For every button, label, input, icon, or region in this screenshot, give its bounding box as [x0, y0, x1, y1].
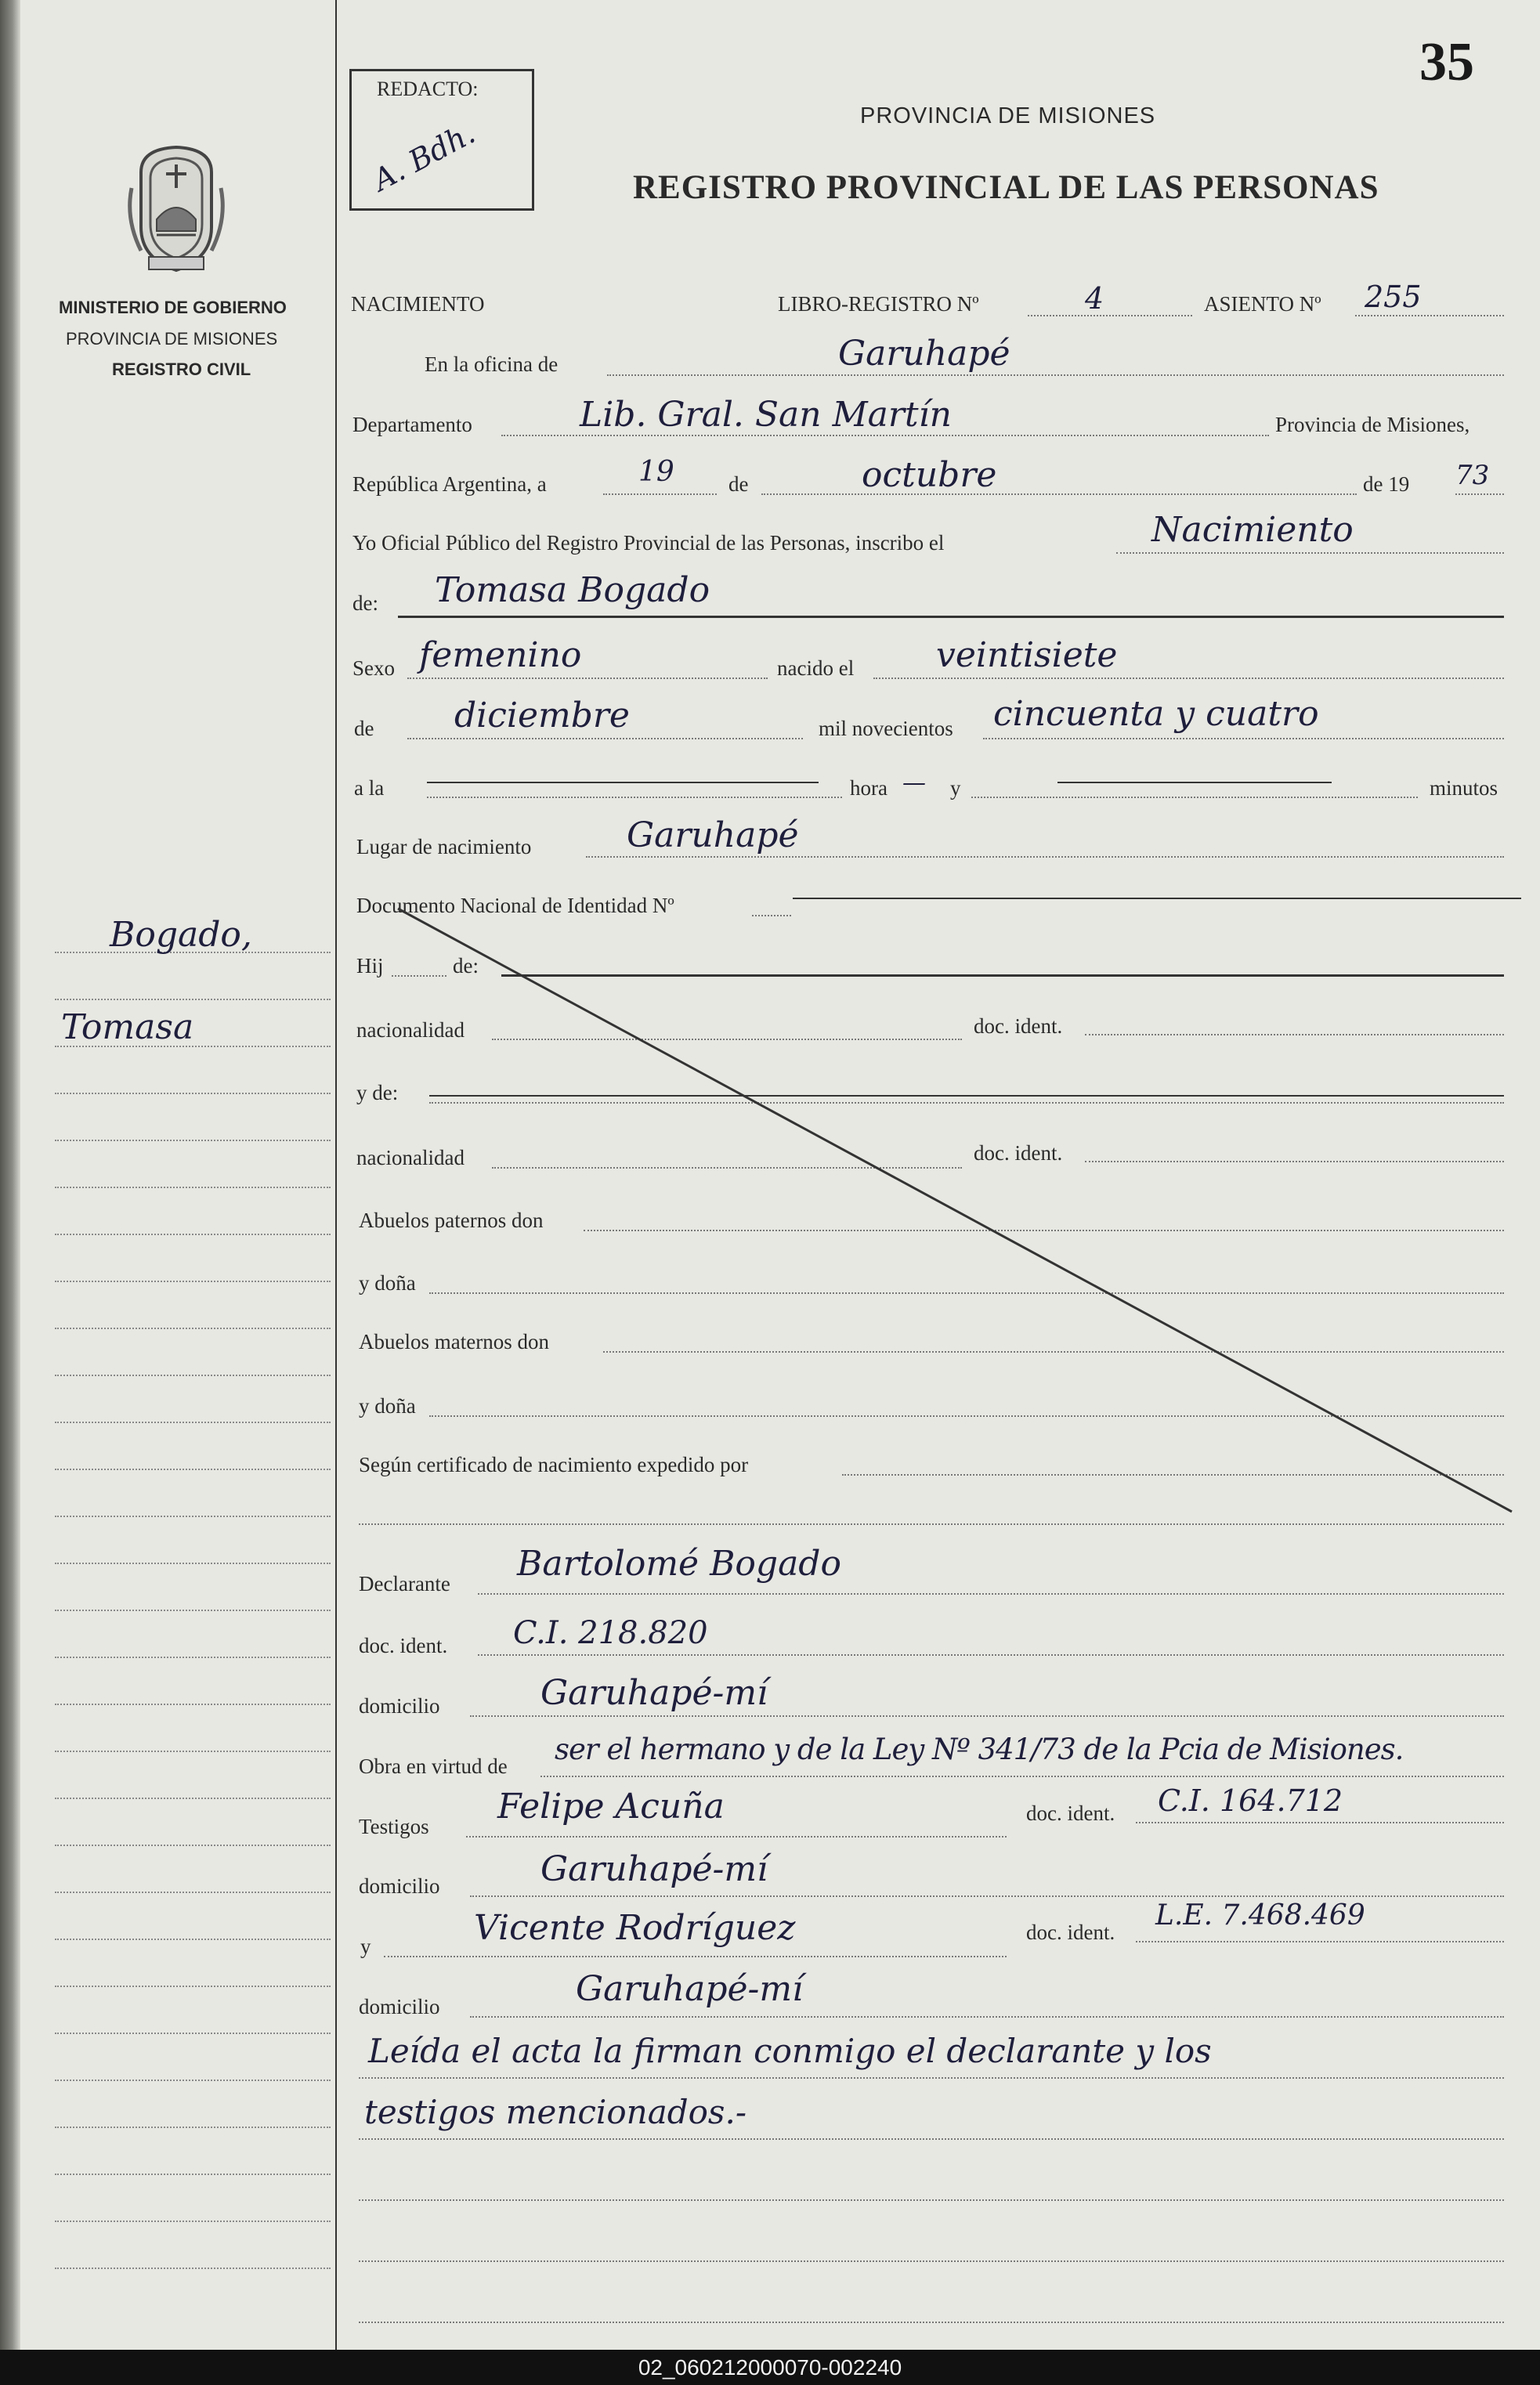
label-de-colon-2: de: — [453, 954, 479, 977]
label-domicilio-2: domicilio — [359, 1874, 440, 1898]
label-y: y — [950, 776, 961, 800]
image-id-caption: 02_060212000070-002240 — [0, 2350, 1540, 2385]
redacto-initials: A. Bdh. — [367, 115, 481, 198]
value-testigo-1-doc: C.I. 164.712 — [1158, 1783, 1343, 1818]
label-de-mes: de — [354, 717, 374, 740]
label-abuelos-paternos: Abuelos paternos don — [359, 1209, 544, 1232]
label-hij: Hij — [356, 954, 384, 977]
label-de-year: de 19 — [1363, 472, 1410, 496]
value-nacido-mes: diciembre — [454, 696, 630, 735]
value-testigo-2: Vicente Rodríguez — [474, 1908, 796, 1948]
label-y-de: y de: — [356, 1081, 399, 1104]
redacto-label: REDACTO: — [377, 78, 479, 100]
value-obra: ser el hermano y de la Ley Nº 341/73 de la Pcia de Misiones. — [555, 1733, 1404, 1766]
value-nacido-dia: veintisiete — [936, 635, 1118, 675]
value-declarante-dom: Garuhapé-mí — [540, 1673, 768, 1713]
label-y-dona-2: y doña — [359, 1394, 416, 1418]
value-dia: 19 — [638, 456, 674, 488]
page-number: 35 — [1419, 32, 1474, 92]
margin-surname: Bogado, — [110, 915, 252, 955]
value-mes: octubre — [862, 455, 997, 495]
label-asiento: ASIENTO Nº — [1204, 292, 1321, 316]
label-doc-ident-declarante: doc. ident. — [359, 1634, 448, 1657]
label-minutos: minutos — [1430, 776, 1498, 800]
value-inscribo: Nacimiento — [1151, 510, 1354, 550]
value-hora-dash: — — [902, 769, 926, 797]
label-de: de — [728, 472, 749, 496]
label-oficina: En la oficina de — [425, 352, 559, 376]
value-declarante: Bartolomé Bogado — [517, 1544, 841, 1584]
label-lugar: Lugar de nacimiento — [356, 835, 532, 858]
label-de-colon: de: — [352, 591, 378, 615]
label-a-la: a la — [354, 776, 385, 800]
label-mil: mil novecientos — [819, 717, 953, 740]
value-asiento: 255 — [1365, 280, 1422, 314]
ministry-line-2: PROVINCIA DE MISIONES — [66, 329, 278, 349]
label-dni: Documento Nacional de Identidad Nº — [356, 894, 674, 917]
label-testigos: Testigos — [359, 1815, 429, 1838]
value-nombre: Tomasa Bogado — [435, 570, 710, 610]
value-lugar: Garuhapé — [627, 815, 799, 855]
label-y-dona-1: y doña — [359, 1271, 416, 1295]
label-doc-ident-testigo-2: doc. ident. — [1026, 1921, 1115, 1944]
value-departamento: Lib. Gral. San Martín — [580, 395, 952, 435]
value-anio: 73 — [1455, 460, 1490, 491]
label-nacionalidad-2: nacionalidad — [356, 1146, 465, 1169]
ministry-line-3: REGISTRO CIVIL — [112, 360, 251, 379]
label-nacimiento: NACIMIENTO — [351, 292, 485, 316]
registry-heading: REGISTRO PROVINCIAL DE LAS PERSONAS — [633, 169, 1379, 206]
label-doc-ident-2: doc. ident. — [974, 1141, 1063, 1165]
label-hora: hora — [850, 776, 887, 800]
value-libro: 4 — [1085, 281, 1104, 316]
label-doc-ident-testigo-1: doc. ident. — [1026, 1801, 1115, 1825]
value-testigo-1-dom: Garuhapé-mí — [540, 1849, 768, 1889]
ministry-line-1: MINISTERIO DE GOBIERNO — [59, 298, 287, 317]
province-heading: PROVINCIA DE MISIONES — [860, 103, 1156, 128]
label-obra: Obra en virtud de — [359, 1754, 508, 1778]
value-sexo: femenino — [419, 635, 582, 675]
value-nacido-anio: cincuenta y cuatro — [993, 694, 1319, 734]
value-testigo-1: Felipe Acuña — [497, 1787, 725, 1827]
label-nacionalidad-1: nacionalidad — [356, 1018, 465, 1042]
label-y-testigo-2: y — [360, 1935, 371, 1958]
value-oficina: Garuhapé — [838, 334, 1010, 374]
label-nacido: nacido el — [777, 656, 855, 680]
label-domicilio-1: domicilio — [359, 1694, 440, 1718]
value-testigo-2-doc: L.E. 7.468.469 — [1155, 1899, 1365, 1931]
closing-line-1: Leída el acta la firman conmigo el declarante y los — [368, 2032, 1212, 2070]
margin-given-name: Tomasa — [61, 1007, 194, 1047]
label-domicilio-3: domicilio — [359, 1995, 440, 2018]
label-sexo: Sexo — [352, 656, 395, 680]
label-republica: República Argentina, a — [352, 472, 547, 496]
label-segun: Según certificado de nacimiento expedido por — [359, 1453, 749, 1476]
closing-line-2: testigos mencionados.- — [364, 2093, 747, 2131]
value-testigo-2-dom: Garuhapé-mí — [576, 1969, 804, 2009]
label-provincia: Provincia de Misiones, — [1275, 413, 1470, 436]
label-departamento: Departamento — [352, 413, 472, 436]
label-abuelos-maternos: Abuelos maternos don — [359, 1330, 549, 1353]
label-yo-oficial: Yo Oficial Público del Registro Provincial de las Personas, inscribo el — [352, 531, 945, 555]
value-declarante-doc: C.I. 218.820 — [513, 1615, 708, 1651]
label-declarante: Declarante — [359, 1572, 450, 1595]
label-libro: LIBRO-REGISTRO Nº — [778, 292, 979, 316]
label-doc-ident-1: doc. ident. — [974, 1014, 1063, 1038]
